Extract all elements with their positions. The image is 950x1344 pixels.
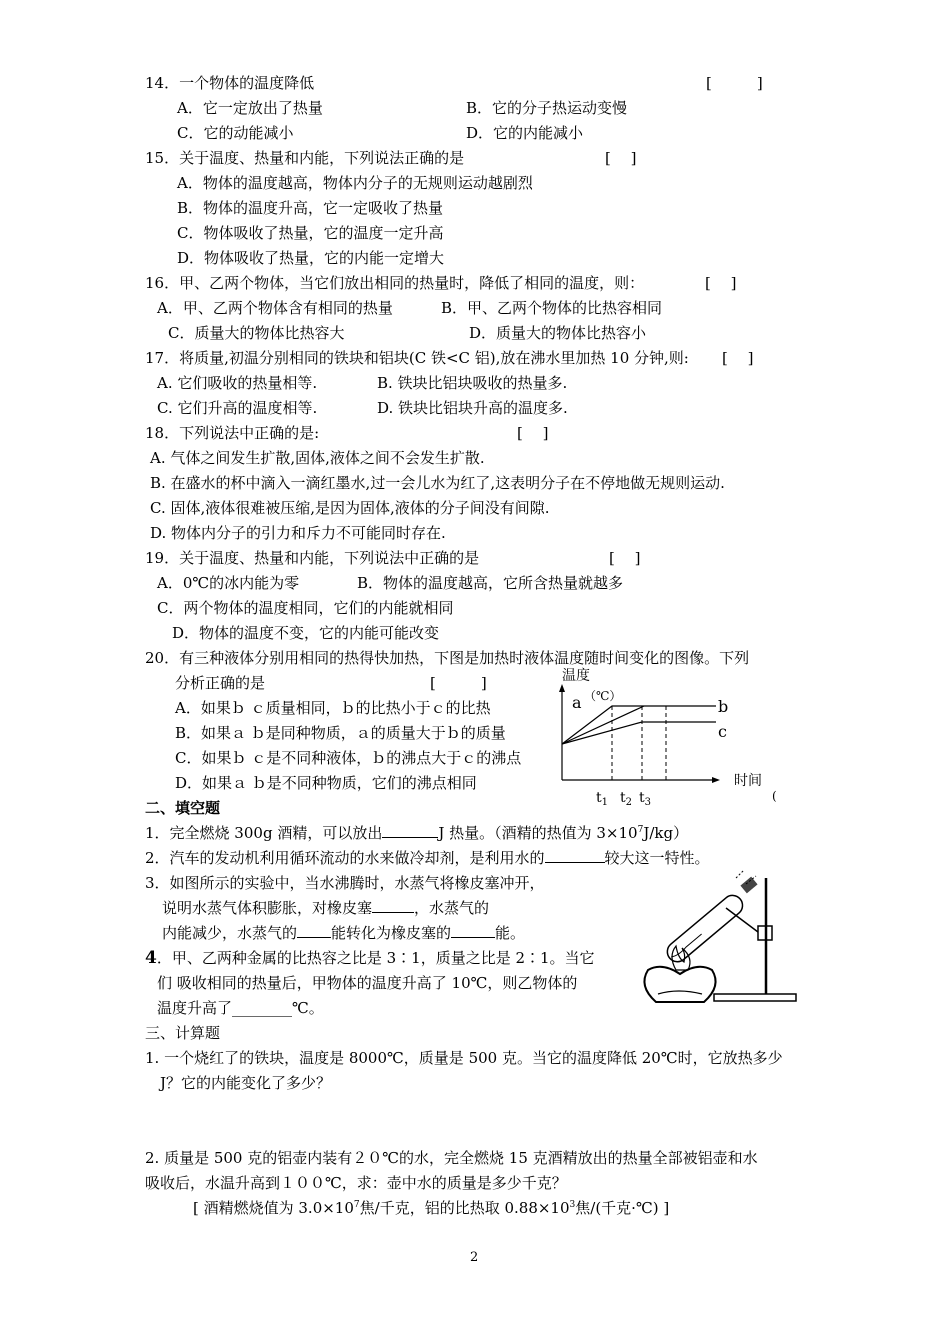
rubber-stopper-icon	[740, 877, 757, 894]
q19-option-a: A．0℃的冰内能为零	[157, 574, 300, 592]
fill-q1-text-b: J 热量。（酒精的热值为 3×10	[438, 824, 638, 842]
svg-text:t3	[639, 790, 651, 808]
q15-option-a: A．物体的温度越高，物体内分子的无规则运动越剧烈	[177, 174, 533, 192]
calc-q1-line2: J？它的内能变化了多少？	[160, 1074, 332, 1092]
graph-tick-t3-sub: 3	[644, 797, 652, 808]
q14-option-d: D．它的内能减小	[466, 124, 584, 142]
q18-option-a: A. 气体之间发生扩散,固体,液体之间不会发生扩散.	[150, 449, 485, 467]
fill-q3-text-b: ，水蒸气的	[414, 899, 490, 917]
q20-option-d: D．如果ａ ｂ是不同种物质，它们的沸点相同	[175, 774, 477, 792]
q16-answer-bracket: [ ]	[705, 274, 737, 292]
q20-stem-line2: 分析正确的是	[175, 674, 266, 692]
q15-option-c: C．物体吸收了热量，它的温度一定升高	[177, 224, 444, 242]
fill-q3-text-a: 说明水蒸气体积膨胀，对橡皮塞	[162, 899, 373, 917]
fill-q4-line1	[145, 948, 595, 968]
fill-q2-text-a: 2．汽车的发动机利用循环流动的水来做冷却剂，是利用水的	[145, 849, 545, 867]
q14-option-c: C．它的动能减小	[177, 124, 294, 142]
calc-q2-given-a: [ 酒精燃烧值为 3.0×10	[193, 1199, 354, 1217]
q20-option-a: A．如果ｂ ｃ质量相同，ｂ的比热小于ｃ的比热	[175, 699, 491, 717]
fill-q3-text-d: 能转化为橡皮塞的	[331, 924, 452, 942]
calc-q2-given-b: 焦/千克，铝的比热取 0.88×10	[359, 1199, 570, 1217]
graph-tick-t3: t	[639, 790, 645, 806]
fill-q1-text-a: 1．完全燃烧 300g 酒精，可以放出	[145, 824, 383, 842]
calc-q2-exponent-2: 3	[569, 1200, 576, 1210]
q17-option-b: B. 铁块比铝块吸收的热量多.	[377, 374, 568, 392]
q18-stem: 18．下列说法中正确的是:	[145, 424, 320, 442]
q20-stem: 20．有三种液体分别用相同的热得快加热，下图是加热时液体温度随时间变化的图像。下列	[145, 649, 750, 667]
graph-x-arrow	[712, 777, 720, 783]
q16-option-b: B．甲、乙两个物体的比热容相同	[441, 299, 663, 317]
svg-text:t1	[596, 790, 608, 808]
fill-q3-blank-3	[451, 937, 495, 938]
q17-stem: 17．将质量,初温分别相同的铁块和铝块(C 铁<C 铝),放在沸水里加热 10 分钟,则:	[145, 349, 689, 367]
temperature-time-graph	[550, 664, 780, 814]
fill-q3-blank-2	[297, 937, 331, 938]
calc-q2-exponent-1: 7	[353, 1200, 360, 1210]
graph-tick-t1-sub: 1	[601, 797, 609, 808]
fill-q4-blank: ________	[232, 999, 293, 1017]
graph-x-label: 时间	[734, 773, 762, 789]
q20-answer-bracket: [ ]	[430, 674, 487, 692]
graph-tick-t2: t	[620, 790, 626, 806]
q18-answer-bracket: [ ]	[517, 424, 549, 442]
calc-q2-line2: 吸收后，水温升高到１００℃，求：壶中水的质量是多少千克？	[145, 1174, 567, 1192]
q15-option-d: D．物体吸收了热量，它的内能一定增大	[177, 249, 445, 267]
q14-option-a: A．它一定放出了热量	[177, 99, 323, 117]
fill-q2-text-b: 较大这一特性。	[604, 849, 710, 867]
q19-option-c: C．两个物体的温度相同，它们的内能就相同	[157, 599, 454, 617]
calc-q1-line1: 1. 一个烧红了的铁块，温度是 8000℃，质量是 500 克。当它的温度降低 20℃时，它放热多少	[145, 1049, 783, 1067]
q17-answer-bracket: [ ]	[722, 349, 754, 367]
boiling-tube-experiment-illustration	[618, 866, 798, 1006]
section2-title: 二、填空题	[145, 799, 221, 817]
calc-q2-given	[193, 1198, 669, 1218]
fill-q4-text-a: ．甲、乙两种金属的比热容之比是 3∶1，质量之比是 2∶1。当它	[156, 949, 595, 967]
q15-option-b: B．物体的温度升高，它一定吸收了热量	[177, 199, 444, 217]
graph-tick-t1: t	[596, 790, 602, 806]
q16-option-a: A．甲、乙两个物体含有相同的热量	[157, 299, 393, 317]
graph-label-c: c	[718, 722, 727, 741]
q16-option-d: D．质量大的物体比热容小	[469, 324, 647, 342]
calc-q2-given-c: 焦/(千克·℃) ]	[575, 1199, 670, 1217]
q15-stem: 15．关于温度、热量和内能，下列说法正确的是	[145, 149, 465, 167]
fill-q2	[145, 848, 710, 868]
fill-q4-line2: 们 吸收相同的热量后，甲物体的温度升高了 10℃，则乙物体的	[157, 974, 578, 992]
q19-option-d: D．物体的温度不变，它的内能可能改变	[172, 624, 440, 642]
q15-answer-bracket: [ ]	[605, 149, 637, 167]
fill-q3-line1: 3．如图所示的实验中，当水沸腾时，水蒸气将橡皮塞冲开，	[145, 874, 545, 892]
graph-y-unit: （℃）	[584, 689, 622, 703]
vapor-line-1	[736, 870, 744, 878]
q16-stem: 16．甲、乙两个物体，当它们放出相同的热量时，降低了相同的温度，则：	[145, 274, 645, 292]
calc-q2-line1: 2. 质量是 500 克的铝壶内装有２０℃的水，完全燃烧 15 克酒精放出的热量全部被铝壶和水	[145, 1149, 758, 1167]
fill-q1-exponent: 7	[637, 825, 644, 835]
fill-q1-text-c: J/kg）	[643, 824, 689, 842]
svg-text:t2	[620, 790, 632, 808]
q17-option-a: A. 它们吸收的热量相等.	[157, 374, 318, 392]
fill-q3-text-e: 能。	[495, 924, 526, 942]
fill-q3-line3	[162, 923, 525, 943]
test-tube	[663, 891, 746, 965]
q18-option-c: C. 固体,液体很难被压缩,是因为固体,液体的分子间没有间隙.	[150, 499, 550, 517]
q19-option-b: B．物体的温度越高，它所含热量就越多	[357, 574, 624, 592]
q14-stem: 14．一个物体的温度降低	[145, 74, 315, 92]
graph-label-a: a	[572, 693, 582, 712]
graph-x-unit: (	[772, 789, 777, 803]
fill-q4-number: 4	[145, 948, 157, 968]
fill-q4-text-c: ℃。	[292, 999, 324, 1017]
q18-option-b: B. 在盛水的杯中滴入一滴红墨水,过一会儿水为红了,这表明分子在不停地做无规则运动.	[150, 474, 725, 492]
fill-q4-text-b: 温度升高了	[157, 999, 233, 1017]
stand-base	[714, 994, 796, 1001]
q18-option-d: D. 物体内分子的引力和斥力不可能同时存在.	[150, 524, 446, 542]
q20-option-b: B．如果ａ ｂ是同种物质，ａ的质量大于ｂ的质量	[175, 724, 506, 742]
flame-icon	[672, 946, 690, 970]
q17-option-c: C. 它们升高的温度相等.	[157, 399, 318, 417]
fill-q2-blank	[545, 862, 605, 863]
fill-q4-line3	[157, 998, 324, 1018]
graph-y-label: 温度	[562, 668, 590, 684]
section3-title: 三、计算题	[145, 1024, 221, 1042]
fill-q3-line2	[162, 898, 489, 918]
q17-option-d: D. 铁块比铝块升高的温度多.	[377, 399, 568, 417]
q20-option-c: C．如果ｂ ｃ是不同种液体，ｂ的沸点大于ｃ的沸点	[175, 749, 522, 767]
q19-answer-bracket: [ ]	[609, 549, 641, 567]
fill-q1-blank	[382, 837, 438, 838]
graph-label-b: b	[718, 697, 729, 716]
graph-tick-t2-sub: 2	[625, 797, 633, 808]
page-number: 2	[470, 1250, 479, 1265]
q14-option-b: B．它的分子热运动变慢	[466, 99, 628, 117]
fill-q1	[145, 823, 688, 843]
q19-stem: 19．关于温度、热量和内能，下列说法中正确的是	[145, 549, 480, 567]
graph-y-arrow	[559, 684, 565, 692]
fill-q3-blank-1	[372, 912, 414, 913]
q14-answer-bracket: [ ]	[706, 74, 763, 92]
fill-q3-text-c: 内能减少，水蒸气的	[162, 924, 298, 942]
alcohol-lamp-icon	[644, 967, 715, 1002]
q16-option-c: C．质量大的物体比热容大	[168, 324, 345, 342]
lamp-liquid	[658, 991, 702, 994]
graph-line-a	[562, 706, 716, 744]
